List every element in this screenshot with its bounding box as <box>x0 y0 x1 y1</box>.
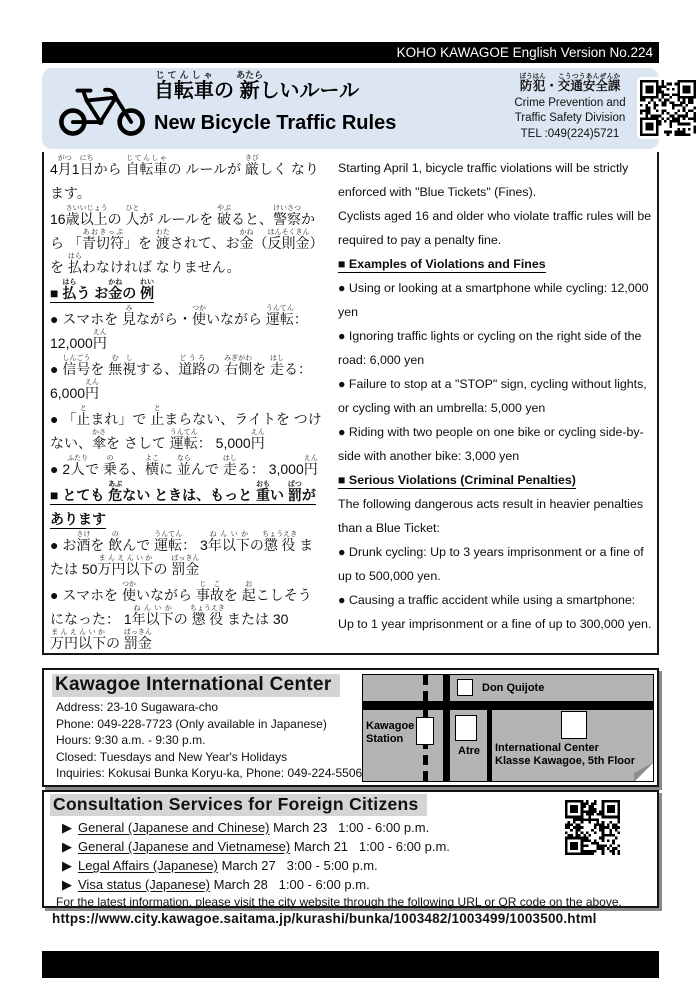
text-line: Address: 23-10 Sugawara-cho <box>56 700 219 714</box>
access-map <box>362 674 654 782</box>
en-section-heading: ■ Examples of Violations and Fines <box>338 257 546 271</box>
road-horizontal <box>363 701 653 710</box>
jp-text-line: ● スマホを 使つかいながら 事故じこを 起おこしそうになった： 1年以下ねんいかの 懲役ちょうえき または 30万円以下まんえんいかの 罰金ばっきん <box>50 581 312 651</box>
consultation-item: ▶ Legal Affairs (Japanese) March 27 3:00 - 5:00 p.m. <box>62 858 378 873</box>
section-title: Consultation Services for Foreign Citizens <box>50 794 427 816</box>
text-line: Starting April 1, bicycle traffic violations will be strictly enforced with "Blue Tickets" (Fines). <box>338 161 629 199</box>
consultation-item: ▶ General (Japanese and Vietnamese) March 21 1:00 - 6:00 p.m. <box>62 839 450 854</box>
title-japanese: 自転車じてんしゃの 新あたらしいルール <box>154 70 360 102</box>
en-section-heading: ■ Serious Violations (Criminal Penalties) <box>338 473 576 487</box>
japanese-column <box>50 155 324 655</box>
website-url: https://www.city.kawagoe.saitama.jp/kurashi/bunka/1003482/1003499/1003500.html <box>52 911 597 926</box>
jp-text-line: ● 2人ふたりで 乗のる、横よこに 並ならんで 走はしる： 3,000円えん <box>50 455 318 477</box>
consultation-section <box>42 790 659 926</box>
text-line: Hours: 9:30 a.m. - 9:30 p.m. <box>56 733 206 747</box>
jp-text-line: ● お酒さけを 飲のんで 運転うんてん： 3年以下ねんいかの懲役ちょうえき または 50万円以下まんえんいかの 罰金ばっきん <box>50 531 314 577</box>
consultation-item: ▶ General (Japanese and Chinese) March 23 1:00 - 6:00 p.m. <box>62 820 430 835</box>
road-vertical <box>443 675 450 781</box>
section-title: Kawagoe International Center <box>52 674 340 697</box>
triangle-bullet-icon: ▶ <box>62 839 72 854</box>
bicycle-icon <box>56 78 148 140</box>
jp-text-line: 16歳以上さいいじょうの 人ひとが ルールを 破やぶると、警察けいさつから 「青切符あおきっぷ」を 渡わたされて、お金かね（反則金はんそくきん）を 払はらわなければ なりません。 <box>50 205 324 275</box>
text-line: The following dangerous acts result in heavier penalties than a Blue Ticket: <box>338 497 644 535</box>
international-center-building <box>561 711 587 739</box>
english-column <box>338 156 652 636</box>
text-line: Closed: Tuesdays and New Year's Holidays <box>56 749 288 764</box>
jp-section-heading: ■ とても 危あぶない ときは、もっと 重おもい 罰ばつが あります <box>50 481 316 527</box>
qr-code <box>565 800 620 855</box>
text-line: ● Failure to stop at a "STOP" sign, cycling without lights, or cycling with an umbrella: 5,000 yen <box>338 377 647 415</box>
title-banner <box>42 68 659 149</box>
jp-section-heading: ■ 払はらう お金かねの 例れい <box>50 279 155 301</box>
article-body <box>42 152 659 655</box>
triangle-bullet-icon: ▶ <box>62 858 72 873</box>
international-center-label: International Center Klasse Kawagoe, 5th Floor <box>495 742 635 767</box>
atre-label: Atre <box>458 745 481 757</box>
text-line: ● Causing a traffic accident while using a smartphone: Up to 1 year imprisonment or a fine of up to 300,000 yen. <box>338 593 652 631</box>
division-name-english-line1: Crime Prevention and <box>514 97 626 109</box>
don-quijote-label: Don Quijote <box>482 682 545 694</box>
don-quijote-building <box>457 679 473 696</box>
triangle-bullet-icon: ▶ <box>62 820 72 835</box>
international-center-section <box>42 668 659 787</box>
jp-text-line: ● 「止とまれ」で 止とまらない、ライトを つけない、傘かさを さして 運転うんてん： 5,000円えん <box>50 405 322 451</box>
division-name-japanese: 防犯ぼうはん・交通安全課こうつうあんぜんか <box>519 73 621 93</box>
newsletter-title: KOHO KAWAGOE English Version No.224 <box>396 45 653 60</box>
website-note: For the latest information, please visit the city website through the following URL or QR code on the above. <box>56 895 622 909</box>
text-line: Inquiries: Kokusai Bunka Koryu-ka, Phone: 049-224-5506 <box>56 766 363 780</box>
consultation-item: ▶ Visa status (Japanese) March 28 1:00 - 6:00 p.m. <box>62 877 370 892</box>
division-name-english-line2: Traffic Safety Division <box>514 112 626 124</box>
text-line: ● Ignoring traffic lights or cycling on the right side of the road: 6,000 yen <box>338 329 642 367</box>
station-building <box>416 717 434 745</box>
page-header-bar <box>42 42 659 63</box>
division-phone: TEL :049(224)5721 <box>520 128 620 140</box>
text-line: Cyclists aged 16 and older who violate traffic rules will be required to pay a penalty fine. <box>338 209 652 247</box>
text-line: ● Riding with two people on one bike or cycling side-by-side with another bike: 3,000 yen <box>338 425 644 463</box>
triangle-bullet-icon: ▶ <box>62 877 72 892</box>
text-line: ● Drunk cycling: Up to 3 years imprisonment or a fine of up to 500,000 yen. <box>338 545 644 583</box>
station-label: Kawagoe Station <box>366 720 415 745</box>
road-vertical-2 <box>487 705 492 781</box>
jp-text-line: ● 信号しんごうを 無視むしする、道路どうろの 右側みぎがわを 走はしる： 6,000円えん <box>50 355 313 401</box>
jp-text-line: 4月がつ1日にちから 自転車じてんしゃの ルールが 厳きびしく なります。 <box>50 155 319 201</box>
atre-building <box>455 715 477 741</box>
page-footer-bar <box>42 951 659 978</box>
division-block <box>494 73 646 142</box>
text-line: ● Using or looking at a smartphone while cycling: 12,000 yen <box>338 281 649 319</box>
qr-code <box>637 77 699 139</box>
text-line: Phone: 049-228-7723 (Only available in Japanese) <box>56 716 327 731</box>
jp-text-line: ● スマホを 見みながら・使つかいながら 運転うんてん： 12,000円えん <box>50 305 308 351</box>
title-english: New Bicycle Traffic Rules <box>154 112 397 134</box>
